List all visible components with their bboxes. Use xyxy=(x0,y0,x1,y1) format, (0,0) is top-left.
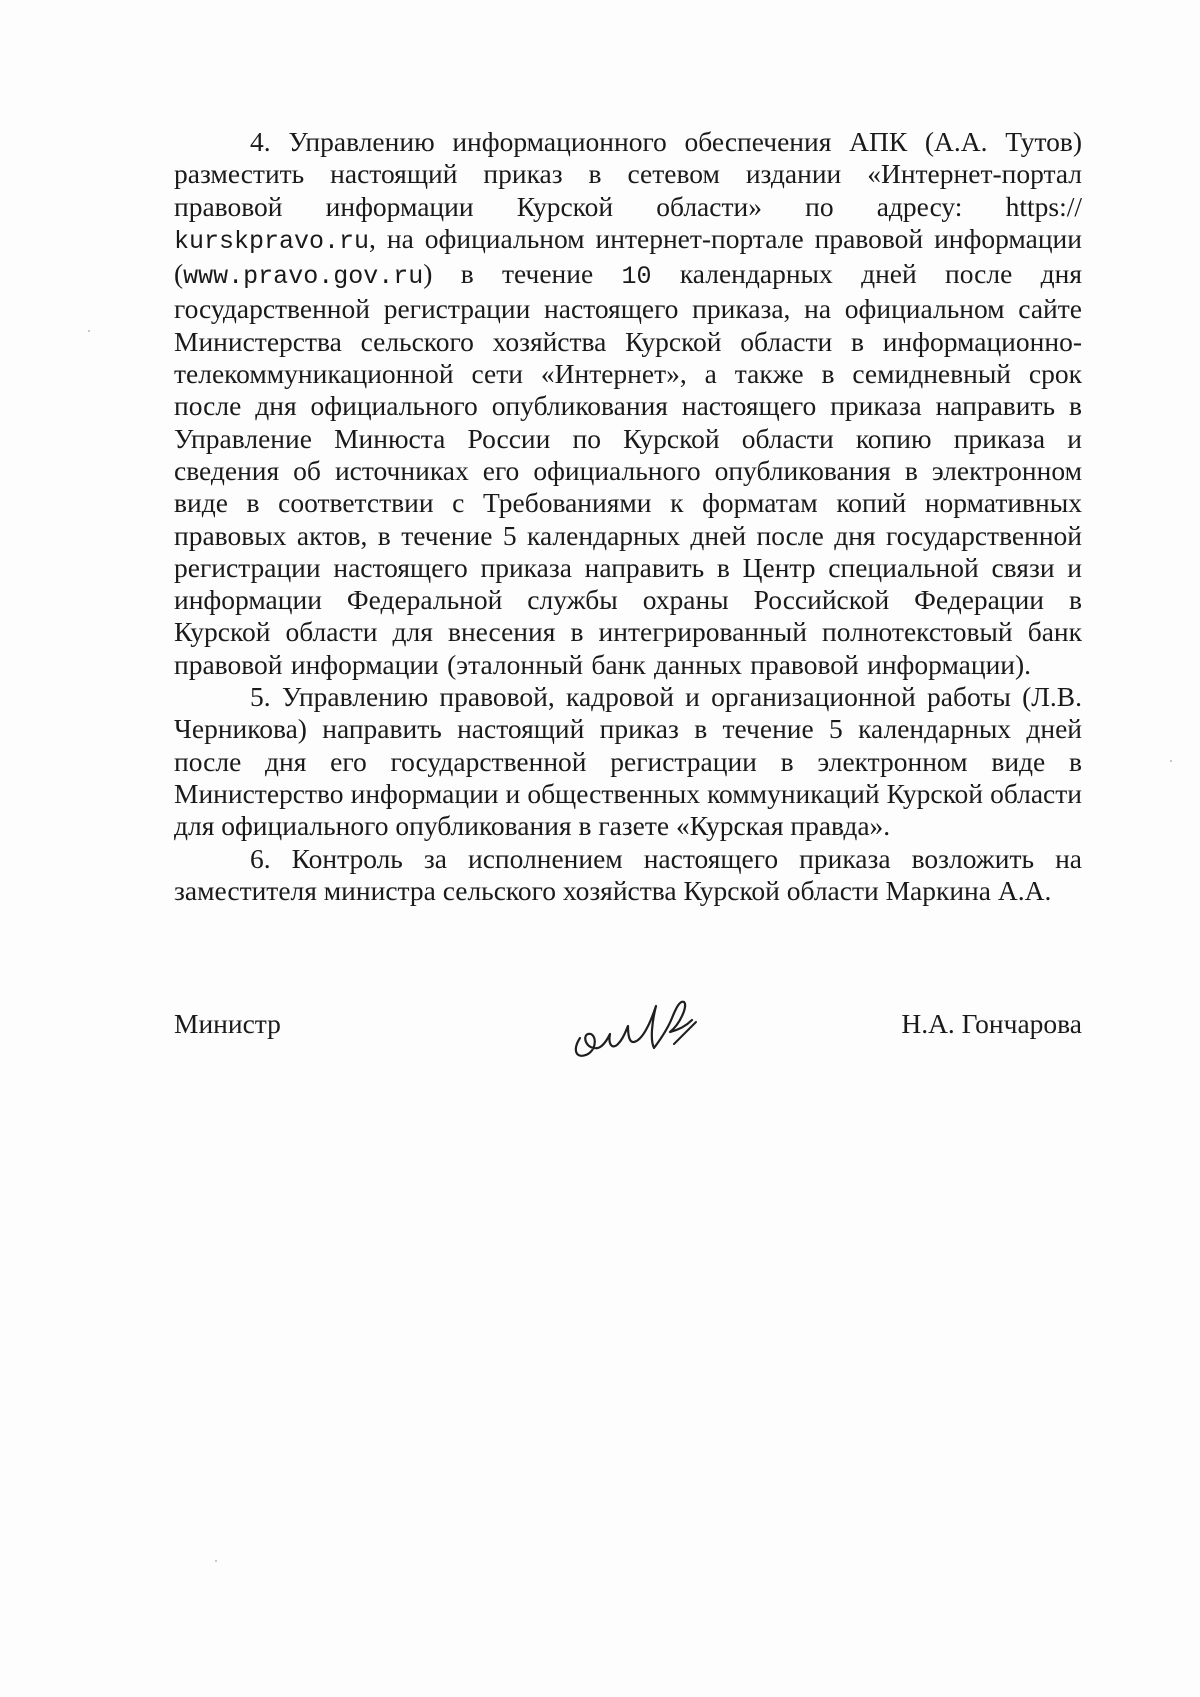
scan-artifact xyxy=(1170,760,1172,762)
paragraph-4 xyxy=(174,126,1082,681)
signatory-name: Н.А. Гончарова xyxy=(901,1008,1082,1039)
paragraph-5: 5. Управлению правовой, кадровой и организационной работы (Л.В. Черникова) направить настоящий приказ в течение 5 календарных дней после дня его государственной регистрации в электронном виде в Министерство информации и общественных коммуникаций Курской области для официального опубликования в газете «Курская правда». xyxy=(174,681,1082,842)
pravo-gov-url: www.pravo.gov.ru xyxy=(183,262,424,292)
paragraph-4-part-a: 4. Управлению информационного обеспечения АПК (А.А. Тутов) разместить настоящий приказ в сетевом издании «Интернет-портал правовой информации Курской области» по адресу: https:// xyxy=(174,126,1082,222)
signature-row xyxy=(174,1008,1082,1068)
signatory-position: Министр xyxy=(174,1008,281,1039)
handwritten-signature xyxy=(568,988,718,1068)
scan-artifact xyxy=(215,1560,217,1562)
paragraph-4-part-c: ) в течение xyxy=(423,258,622,290)
paragraph-6: 6. Контроль за исполнением настоящего приказа возложить на заместителя министра сельского хозяйства Курской области Маркина А.А. xyxy=(174,842,1082,906)
paragraph-4-part-b: , на официальном интернет-портале правовой информации ( xyxy=(174,222,1082,290)
scan-artifact xyxy=(88,330,90,332)
kurskpravo-url: kurskpravo.ru xyxy=(174,226,370,256)
days-count: 10 xyxy=(621,262,652,292)
paragraph-4-part-d: календарных дней после дня государственной регистрации настоящего приказа, на официальном сайте Министерства сельского хозяйства Курской области в информационно-телекоммуникационной сети «Интернет», а также в семидневный срок после дня официального опубликования настоящего приказа направить в Управление Минюста России по Курской области копию приказа и сведения об источниках его официального опубликования в электронном виде в соответствии с Требованиями к форматам копий нормативных правовых актов, в течение 5 календарных дней после дня государственной регистрации настоящего приказа направить в Центр специальной связи и информации Федеральной службы охраны Российской Федерации в Курской области для внесения в интегрированный полнотекстовый банк правовой информации (эталонный банк данных правовой информации). xyxy=(174,258,1082,680)
order-body xyxy=(174,126,1082,907)
